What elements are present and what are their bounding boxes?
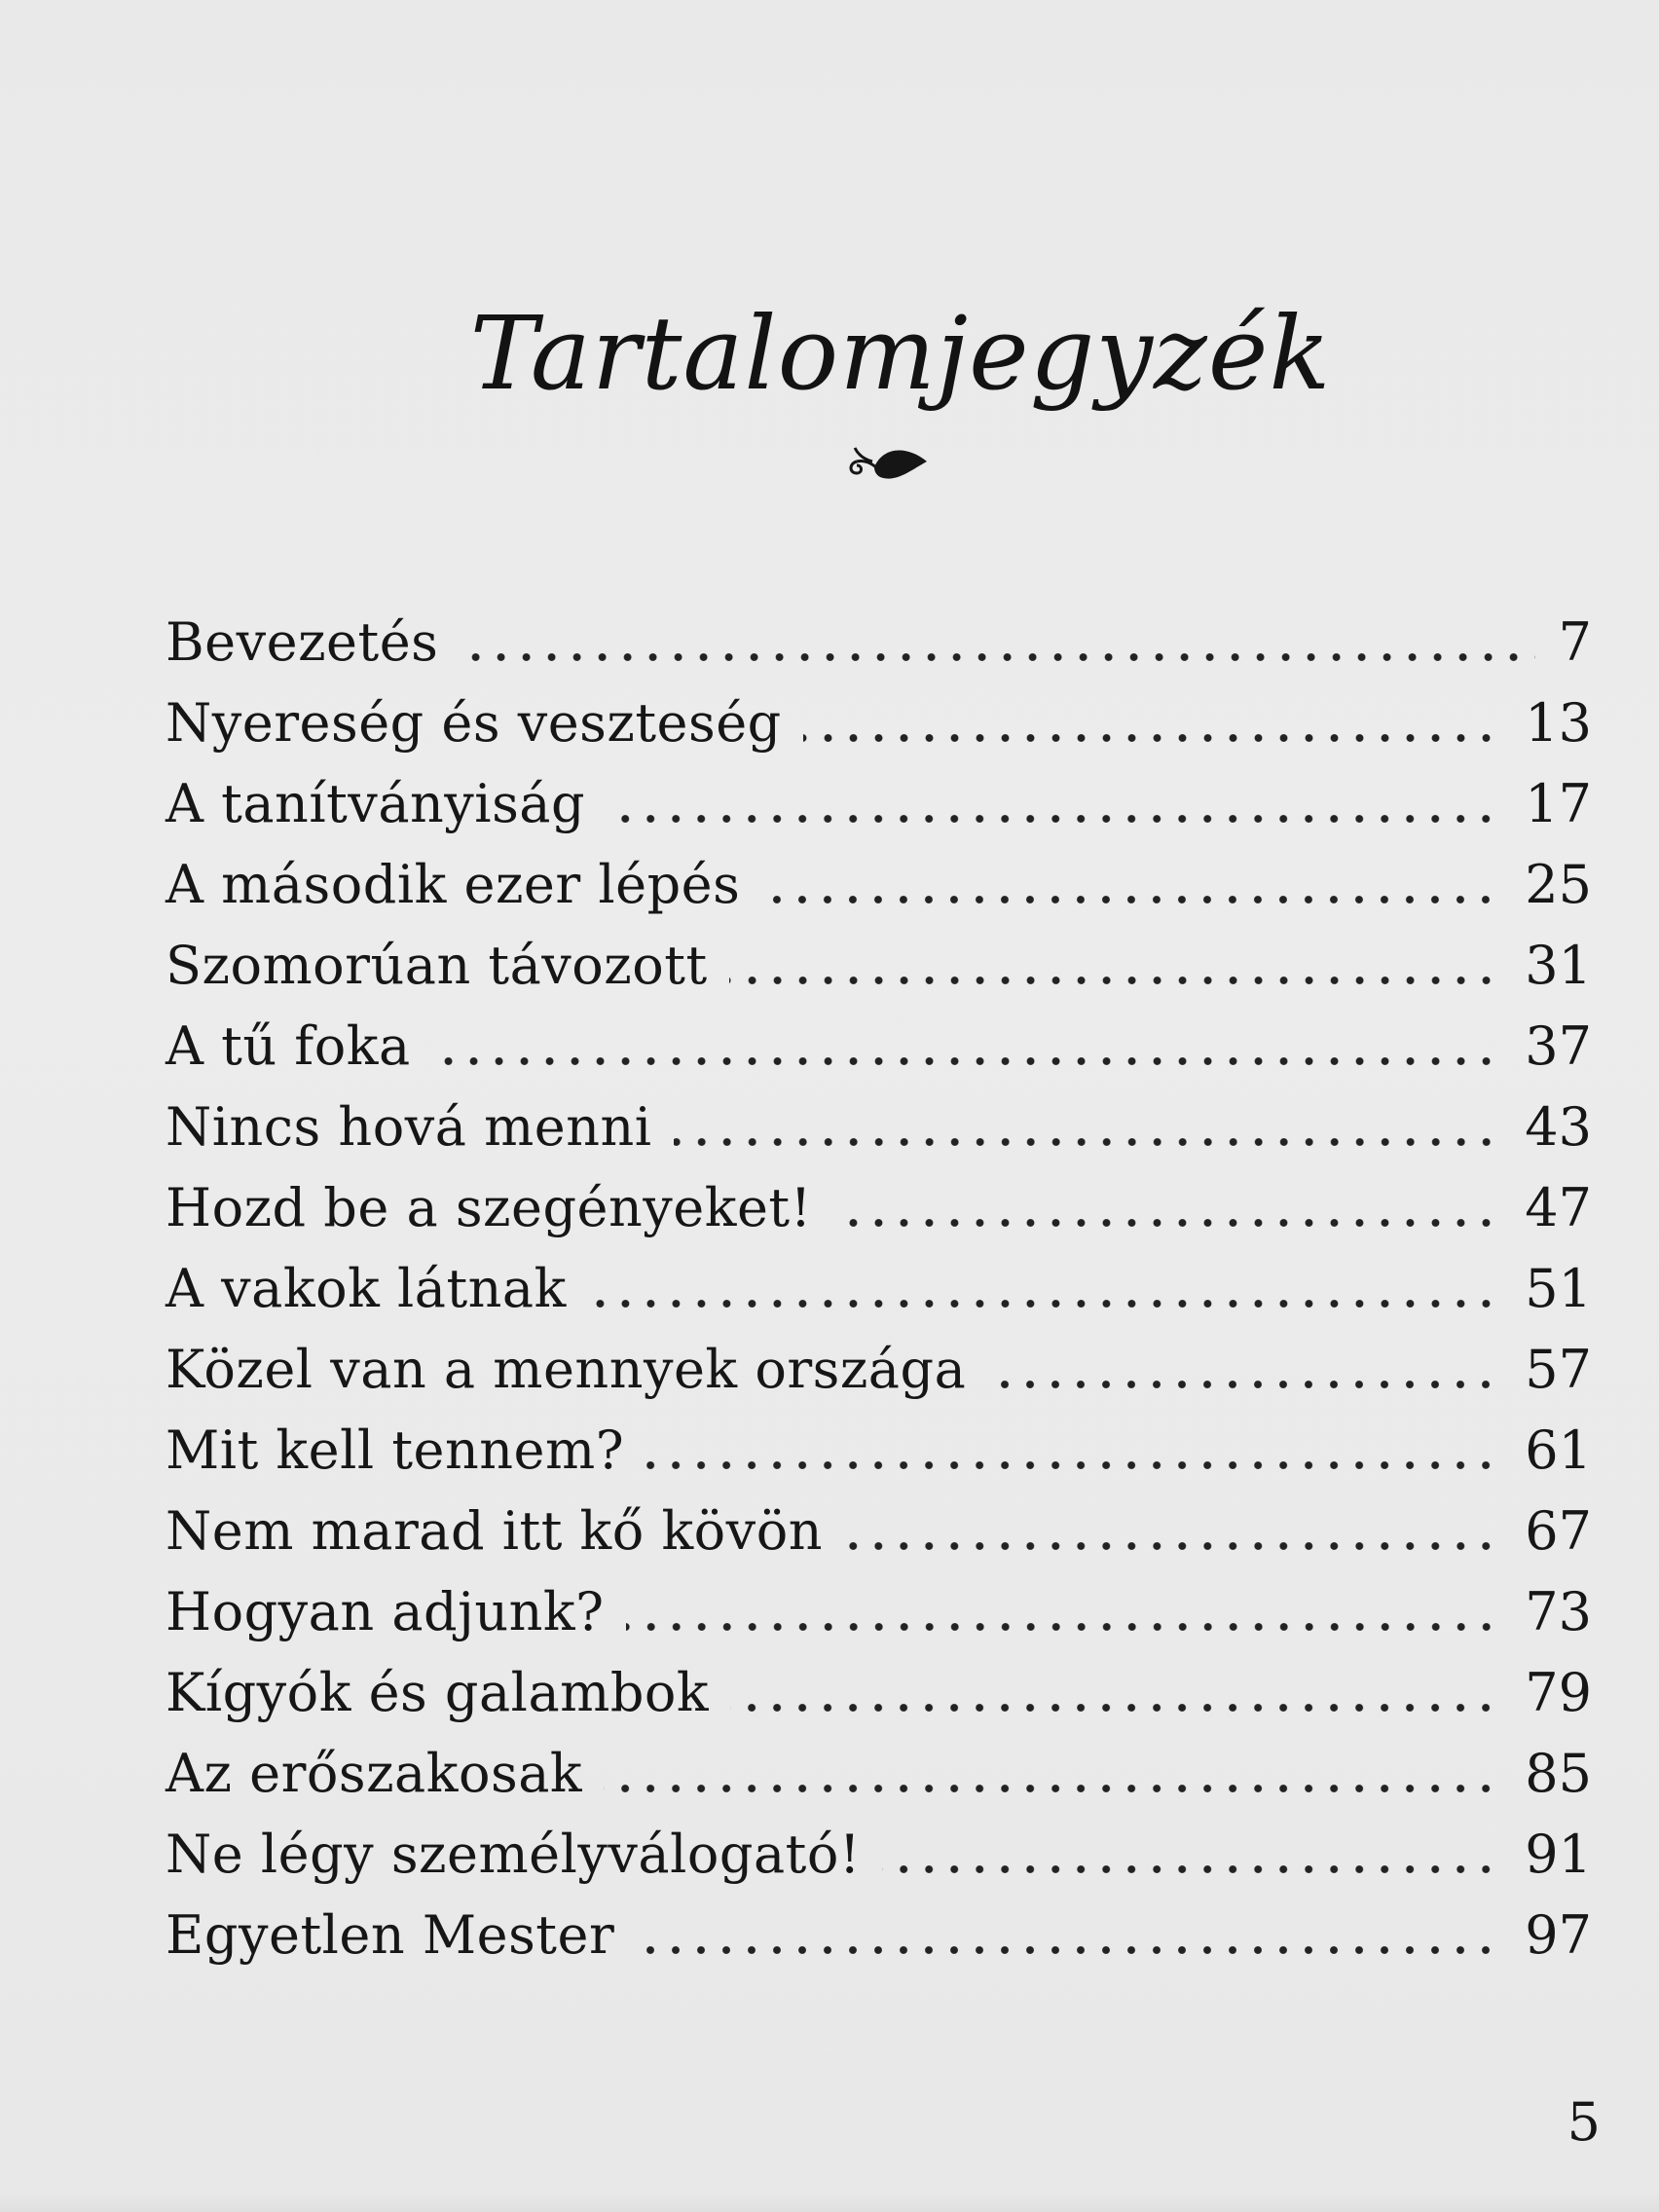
toc-entry-page: 47: [1525, 1177, 1592, 1238]
toc-entry-page: 97: [1525, 1904, 1592, 1966]
toc-entry-page: 43: [1525, 1096, 1592, 1158]
toc-entry-title: A tanítványiság: [166, 773, 586, 834]
toc-entry-page: 13: [1525, 692, 1592, 754]
toc-entry: [166, 1006, 1592, 1087]
dot-leader: [987, 1378, 1507, 1391]
toc-entry-page: 61: [1525, 1419, 1592, 1481]
toc-entry: [166, 1571, 1592, 1652]
dot-leader: [730, 1701, 1507, 1714]
bottom-shadow: [0, 2193, 1659, 2212]
dot-leader: [626, 1620, 1508, 1634]
table-of-contents: [166, 602, 1592, 1975]
toc-entry-page: 51: [1525, 1258, 1592, 1319]
toc-entry-page: 25: [1525, 854, 1592, 915]
toc-entry-page: 73: [1525, 1581, 1592, 1642]
toc-entry-title: Nincs hová menni: [166, 1096, 652, 1158]
toc-entry-page: 67: [1525, 1500, 1592, 1562]
toc-entry: [166, 763, 1592, 844]
toc-entry: [166, 1814, 1592, 1895]
dot-leader: [844, 1539, 1507, 1553]
toc-entry-title: Kígyók és galambok: [166, 1662, 710, 1723]
toc-entry-title: Hogyan adjunk?: [166, 1581, 605, 1642]
dot-leader: [607, 812, 1507, 826]
toc-entry: [166, 602, 1592, 682]
toc-entry: [166, 1733, 1592, 1814]
toc-entry: [166, 844, 1592, 925]
dot-leader: [761, 893, 1507, 906]
toc-entry: [166, 925, 1592, 1006]
dot-leader: [674, 1135, 1508, 1149]
page-title: Tartalomjegyzék: [469, 293, 1332, 413]
toc-entry-title: Hozd be a szegényeket!: [166, 1177, 812, 1238]
dot-leader: [460, 650, 1535, 664]
toc-entry-page: 37: [1525, 1015, 1592, 1077]
dot-leader: [729, 974, 1508, 987]
dot-leader: [588, 1297, 1507, 1310]
toc-entry-page: 17: [1525, 773, 1592, 834]
toc-entry-page: 7: [1558, 611, 1592, 673]
dot-leader: [604, 1782, 1507, 1795]
toc-entry: [166, 1248, 1592, 1329]
toc-entry: [166, 1167, 1592, 1248]
leaf-ornament-icon: [845, 438, 929, 487]
toc-entry: [166, 1410, 1592, 1491]
toc-entry-title: Nem marad itt kő kövön: [166, 1500, 823, 1562]
dot-leader: [636, 1943, 1507, 1957]
dot-leader: [882, 1862, 1507, 1876]
toc-entry: [166, 1087, 1592, 1167]
toc-entry-title: Egyetlen Mester: [166, 1904, 615, 1966]
toc-entry: [166, 1652, 1592, 1733]
toc-entry-title: Közel van a mennyek országa: [166, 1339, 967, 1400]
toc-entry-page: 85: [1525, 1743, 1592, 1804]
dot-leader: [432, 1054, 1508, 1068]
toc-entry-page: 79: [1525, 1662, 1592, 1723]
toc-entry-title: Mit kell tennem?: [166, 1419, 625, 1481]
toc-entry: [166, 1895, 1592, 1975]
toc-entry-title: Ne légy személyválogató!: [166, 1824, 862, 1885]
toc-entry-title: Az erőszakosak: [166, 1743, 583, 1804]
toc-entry-page: 91: [1525, 1824, 1592, 1885]
dot-leader: [833, 1216, 1507, 1230]
toc-entry-title: A tű foka: [166, 1015, 411, 1077]
toc-entry: [166, 682, 1592, 763]
page-number: 5: [1567, 2091, 1601, 2153]
toc-entry-page: 31: [1525, 935, 1592, 996]
dot-leader: [645, 1458, 1507, 1472]
toc-entry: [166, 1329, 1592, 1410]
toc-entry-title: A második ezer lépés: [166, 854, 741, 915]
toc-entry-title: Bevezetés: [166, 611, 439, 673]
toc-entry: [166, 1491, 1592, 1571]
toc-entry-page: 57: [1525, 1339, 1592, 1400]
toc-entry-title: Nyereség és veszteség: [166, 692, 782, 754]
dot-leader: [803, 731, 1508, 745]
toc-entry-title: A vakok látnak: [166, 1258, 567, 1319]
toc-entry-title: Szomorúan távozott: [166, 935, 708, 996]
